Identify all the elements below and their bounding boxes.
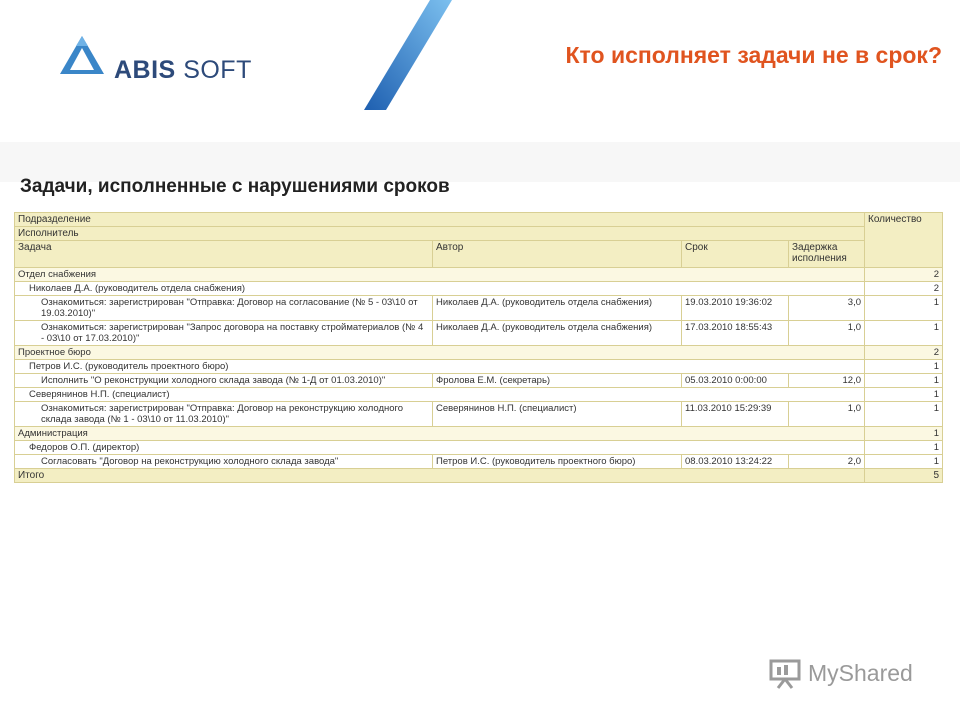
report-title: Задачи, исполненные с нарушениями сроков — [20, 176, 450, 197]
department-row — [15, 268, 943, 282]
decorative-stripe — [360, 0, 470, 110]
count-cell: 2 — [865, 268, 943, 282]
logo-text — [114, 56, 252, 85]
executor-label: Петров И.С. (руководитель проектного бюро) — [15, 360, 865, 374]
header-executor: Исполнитель — [15, 227, 865, 241]
executor-label: Николаев Д.А. (руководитель отдела снабжения) — [15, 282, 865, 296]
deadline-cell: 08.03.2010 13:24:22 — [682, 455, 789, 469]
deadline-cell: 05.03.2010 0:00:00 — [682, 374, 789, 388]
author-cell: Северянинов Н.П. (специалист) — [433, 402, 682, 427]
delay-cell: 3,0 — [789, 296, 865, 321]
executor-row — [15, 282, 943, 296]
header-department: Подразделение — [15, 213, 865, 227]
task-row — [15, 402, 943, 427]
header-author: Автор — [433, 241, 682, 268]
count-cell: 1 — [865, 388, 943, 402]
count-cell: 1 — [865, 441, 943, 455]
delay-cell: 2,0 — [789, 455, 865, 469]
header-count: Количество — [865, 213, 943, 268]
slide-title: Кто исполняет задачи не в срок? — [565, 42, 942, 68]
total-row — [15, 469, 943, 483]
task-row — [15, 455, 943, 469]
header-delay: Задержка исполнения — [789, 241, 865, 268]
task-row — [15, 296, 943, 321]
report-table — [14, 212, 943, 483]
count-cell: 1 — [865, 296, 943, 321]
delay-cell: 12,0 — [789, 374, 865, 388]
count-cell: 2 — [865, 282, 943, 296]
task-row — [15, 321, 943, 346]
count-cell: 1 — [865, 321, 943, 346]
abis-soft-logo — [58, 34, 258, 84]
logo-bold: ABIS — [114, 56, 176, 84]
department-label: Администрация — [15, 427, 865, 441]
task-cell: Ознакомиться: зарегистрирован "Отправка: Договор на реконструкцию холодного склада завода (№ 1 - 03\10 от 11.03.2010)" — [15, 402, 433, 427]
count-cell: 1 — [865, 360, 943, 374]
task-cell: Согласовать "Договор на реконструкцию холодного склада завода" — [15, 455, 433, 469]
executor-label: Федоров О.П. (директор) — [15, 441, 865, 455]
delay-cell: 1,0 — [789, 321, 865, 346]
department-label: Проектное бюро — [15, 346, 865, 360]
presentation-board-icon — [768, 658, 802, 690]
total-label: Итого — [15, 469, 865, 483]
author-cell: Николаев Д.А. (руководитель отдела снабжения) — [433, 296, 682, 321]
deadline-cell: 11.03.2010 15:29:39 — [682, 402, 789, 427]
deadline-cell: 19.03.2010 19:36:02 — [682, 296, 789, 321]
deadline-cell: 17.03.2010 18:55:43 — [682, 321, 789, 346]
task-row — [15, 374, 943, 388]
total-count: 5 — [865, 469, 943, 483]
task-cell: Ознакомиться: зарегистрирован "Запрос договора на поставку стройматериалов (№ 4 - 03\10 от 17.03.2010)" — [15, 321, 433, 346]
header-deadline: Срок — [682, 241, 789, 268]
department-label: Отдел снабжения — [15, 268, 865, 282]
delay-cell: 1,0 — [789, 402, 865, 427]
count-cell: 1 — [865, 427, 943, 441]
report — [14, 168, 944, 483]
logo-light: SOFT — [183, 56, 252, 84]
executor-label: Северянинов Н.П. (специалист) — [15, 388, 865, 402]
executor-row — [15, 360, 943, 374]
count-cell: 2 — [865, 346, 943, 360]
task-cell: Ознакомиться: зарегистрирован "Отправка: Договор на согласование (№ 5 - 03\10 от 19.03.2010)" — [15, 296, 433, 321]
executor-row — [15, 441, 943, 455]
header-task: Задача — [15, 241, 433, 268]
task-cell: Исполнить "О реконструкции холодного склада завода (№ 1-Д от 01.03.2010)" — [15, 374, 433, 388]
department-row — [15, 346, 943, 360]
author-cell: Фролова Е.М. (секретарь) — [433, 374, 682, 388]
author-cell: Петров И.С. (руководитель проектного бюро) — [433, 455, 682, 469]
myshared-watermark — [768, 656, 938, 696]
department-row — [15, 427, 943, 441]
executor-row — [15, 388, 943, 402]
count-cell: 1 — [865, 455, 943, 469]
watermark-text: MyShared — [808, 660, 913, 686]
author-cell: Николаев Д.А. (руководитель отдела снабжения) — [433, 321, 682, 346]
count-cell: 1 — [865, 402, 943, 427]
report-table-body — [15, 268, 943, 469]
logo-triangle-icon — [58, 34, 106, 78]
count-cell: 1 — [865, 374, 943, 388]
